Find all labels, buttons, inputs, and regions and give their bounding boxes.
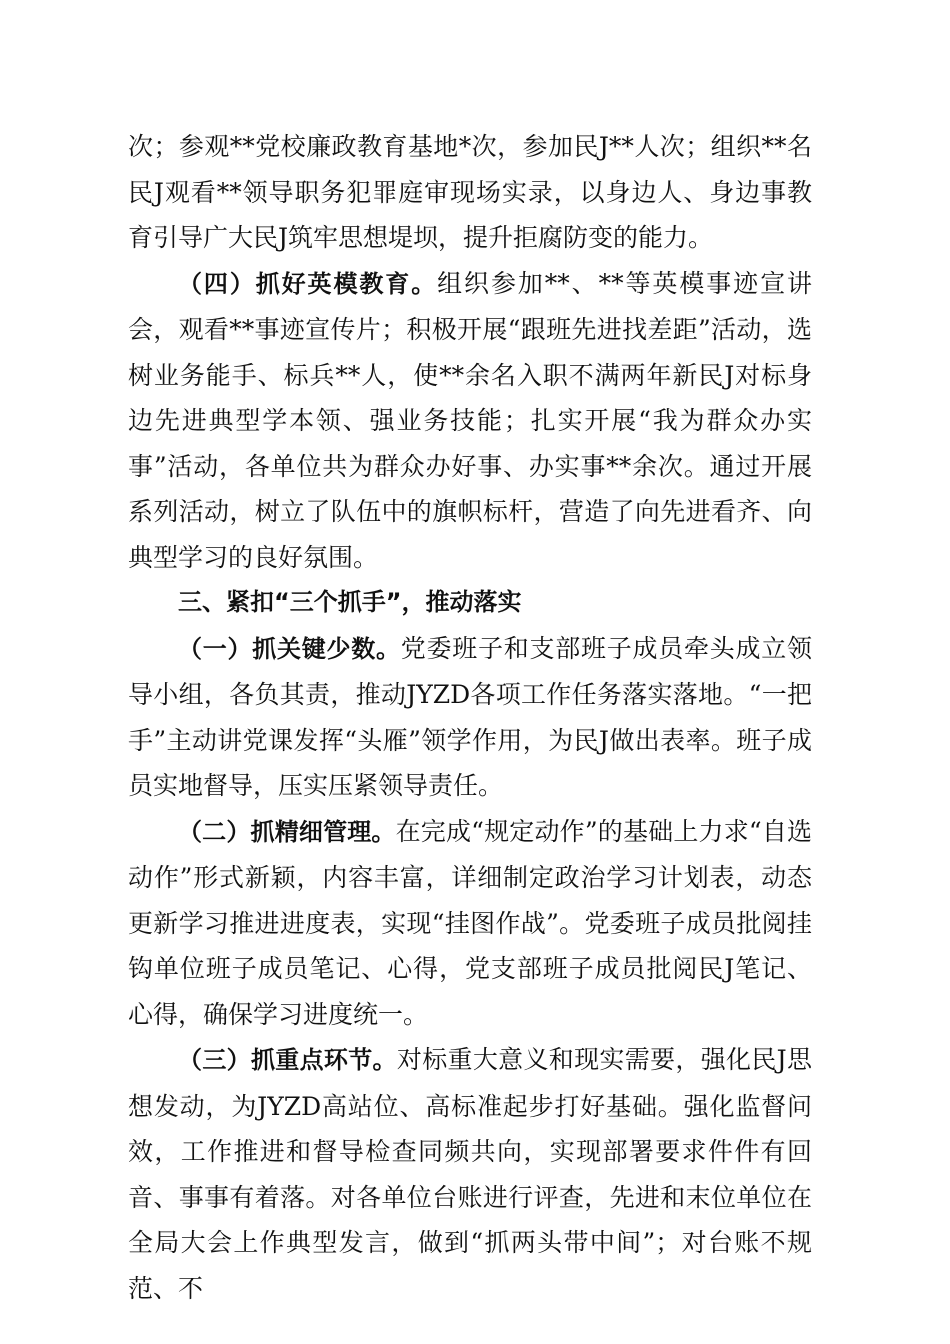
section-heading: 三、紧扣“三个抓手”，推动落实 bbox=[178, 588, 522, 616]
paragraph-text: 党委班子和支部班子成员牵头成立领导小组，各负其责，推动JYZD各项工作任务落实落地。“一把手”主动讲党课发挥“头雁”领学作用，为民J做出表率。班子成员实地督导，压实压紧领导责任。 bbox=[128, 633, 812, 800]
paragraph-lead: （一）抓关键少数。 bbox=[178, 634, 401, 663]
paragraph-text: 在完成“规定动作”的基础上力求“自选动作”形式新颖，内容丰富，详细制定政治学习计划表，动态更新学习推进进度表，实现“挂图作战”。党委班子成员批阅挂钩单位班子成员笔记、心得，党支部班子成员批阅民J笔记、心得，确保学习进度统一。 bbox=[128, 816, 813, 1029]
paragraph-text: 次；参观**党校廉政教育基地*次，参加民J**人次；组织**名民J观看**领导职务犯罪庭审现场实录，以身边人、身边事教育引导广大民J筑牢思想堤坝，提升拒腐防变的能力。 bbox=[128, 132, 812, 252]
paragraph-continuation bbox=[128, 124, 812, 261]
paragraph-hero-model-education bbox=[128, 261, 812, 581]
paragraph-key-minority bbox=[128, 626, 812, 809]
paragraph-lead: （四）抓好英模教育。 bbox=[178, 269, 438, 298]
paragraph-text: 组织参加**、**等英模事迹宣讲会，观看**事迹宣传片；积极开展“跟班先进找差距”活动，选树业务能手、标兵**人，使**余名入职不满两年新民J对标身边先进典型学本领、强业务技能；扎实开展“我为群众办实事”活动，各单位共为群众办好事、办实事**余次。通过开展系列活动，树立了队伍中的旗帜标杆，营造了向先进看齐、向典型学习的良好氛围。 bbox=[128, 268, 812, 572]
paragraph-text: 对标重大意义和现实需要，强化民J思想发动，为JYZD高站位、高标准起步打好基础。强化监督问效，工作推进和督导检查同频共向，实现部署要求件件有回音、事事有着落。对各单位台账进行评查，先进和末位单位在全局大会上作典型发言，做到“抓两头带中间”；对台账不规范、不 bbox=[128, 1045, 812, 1303]
paragraph-fine-management bbox=[128, 809, 812, 1038]
document-body bbox=[128, 124, 812, 1311]
paragraph-lead: （三）抓重点环节。 bbox=[178, 1046, 397, 1074]
paragraph-lead: （二）抓精细管理。 bbox=[178, 817, 396, 846]
paragraph-key-links bbox=[128, 1037, 812, 1311]
